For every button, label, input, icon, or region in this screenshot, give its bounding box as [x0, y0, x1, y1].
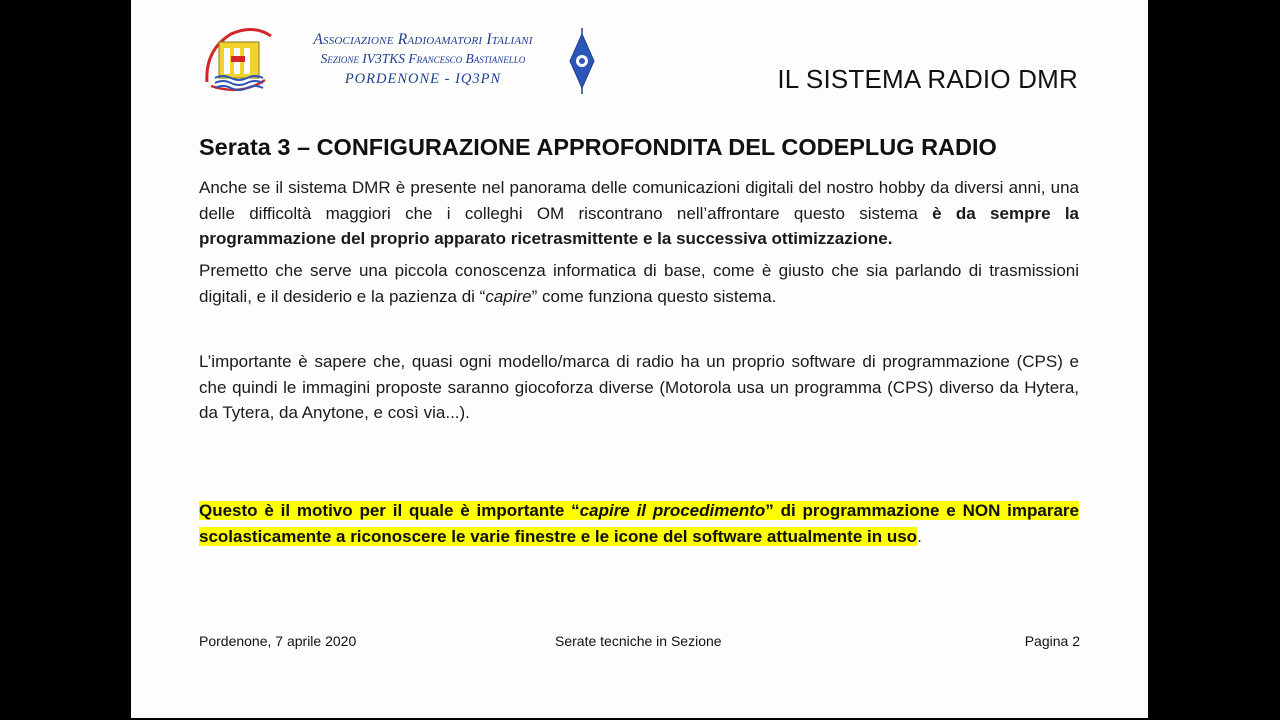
paragraph-3: L’importante è sapere che, quasi ogni modello/marca di radio ha un proprio software di programmazione (CPS) e che quindi le immagini proposte saranno giocoforza diverse (Motorola usa un programma (CPS) diverso da Hytera, da Tytera, da Anytone, e così via...).: [199, 352, 1079, 422]
association-line-2: Sezione IV3TKS Francesco Bastianello: [320, 51, 526, 66]
association-line-1: Associazione Radioamatori Italiani: [313, 31, 533, 48]
paragraph-1-text: Anche se il sistema DMR è presente nel panorama delle comunicazioni digitali del nostro hobby da diversi anni, una delle difficoltà maggiori che i colleghi OM riscontrano nell’affrontare questo sistema: [199, 178, 1079, 223]
highlight-italic-text: capire il procedimento: [579, 501, 766, 520]
association-line-3: PORDENONE - IQ3PN: [344, 71, 502, 87]
ari-emblem-icon: [569, 28, 595, 94]
highlight-end: .: [917, 526, 922, 546]
document-page: [131, 0, 1148, 718]
paragraph-1-bold: è da sempre la programmazione del proprio apparato ricetrasmittente e la successiva ottimizzazione.: [199, 203, 1080, 248]
paragraph-2-before: Premetto che serve una piccola conoscenza informatica di base, come è giusto che sia parlando di trasmissioni digitali, e il desiderio e la pazienza di “: [199, 261, 1079, 306]
document-title: IL SISTEMA RADIO DMR: [777, 64, 1078, 94]
paragraph-2: [199, 258, 1079, 309]
highlight-after: ” di programmazione e NON imparare scolasticamente a riconoscere le varie finestre e le icone del software attualmente in uso: [199, 501, 1079, 546]
section-heading: Serata 3 – CONFIGURAZIONE APPROFONDITA DEL CODEPLUG RADIO: [199, 134, 997, 160]
ari-section-logo-icon: [201, 20, 273, 96]
paragraph-2-italic: capire: [485, 286, 532, 306]
highlight-before: Questo è il motivo per il quale è importante “: [199, 501, 580, 520]
paragraph-1: [199, 175, 1079, 252]
footer-date: Pordenone, 7 aprile 2020: [199, 633, 357, 649]
association-name: [277, 30, 569, 89]
footer-event: Serate tecniche in Sezione: [555, 633, 722, 649]
paragraph-2-after: ” come funziona questo sistema.: [531, 286, 777, 306]
highlight-italic: [580, 501, 766, 520]
highlighted-paragraph: [199, 498, 1079, 549]
footer-page-number: Pagina 2: [1024, 633, 1080, 649]
